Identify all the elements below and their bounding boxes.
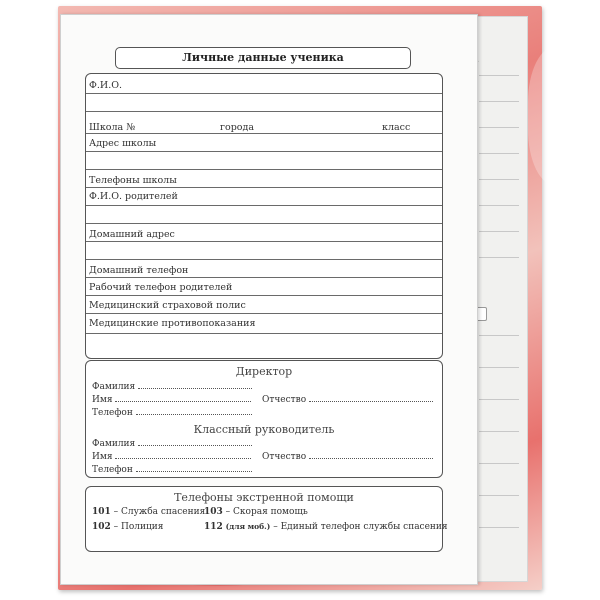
dotted-line (138, 381, 252, 389)
home-address-label: Домашний адрес (89, 229, 175, 240)
teacher-patronymic-label: Отчество (262, 452, 307, 462)
director-heading: Директор (235, 365, 293, 378)
emergency-note: (для моб.) (225, 522, 271, 531)
back-page-line (479, 257, 519, 258)
form-row[interactable] (86, 112, 442, 134)
school-phones-label: Телефоны школы (89, 175, 177, 186)
back-page-line (479, 367, 519, 368)
form-row[interactable] (86, 74, 442, 94)
staff-contacts-box (85, 360, 443, 478)
emergency-service: – Полиция (113, 522, 164, 532)
back-page-line (479, 127, 519, 128)
back-page-line (479, 495, 519, 496)
back-page-line (479, 527, 519, 528)
back-page-line (479, 231, 519, 232)
emergency-item (204, 522, 448, 532)
contraindications-label: Медицинские противопоказания (89, 318, 256, 329)
back-page-line (479, 431, 519, 432)
dotted-line (309, 394, 433, 402)
form-row[interactable] (86, 242, 442, 260)
dotted-line (115, 394, 251, 402)
emergency-item (92, 522, 163, 532)
emergency-service: – Скорая помощь (225, 507, 308, 517)
page-title: Личные данные ученика (115, 47, 411, 69)
teacher-patronymic-row[interactable] (262, 451, 433, 462)
personal-data-form (85, 73, 443, 359)
dotted-line (136, 407, 252, 415)
form-row[interactable] (86, 260, 442, 278)
form-row[interactable] (86, 188, 442, 206)
back-page-line (479, 399, 519, 400)
director-surname-row[interactable] (92, 381, 252, 392)
back-page-line (479, 75, 519, 76)
dotted-line (138, 438, 252, 446)
form-row[interactable] (86, 170, 442, 188)
fio-label: Ф.И.О. (89, 80, 123, 91)
class-teacher-heading: Классный руководитель (193, 423, 335, 436)
director-name-row[interactable] (92, 394, 251, 405)
director-name-label: Имя (92, 395, 113, 405)
director-surname-label: Фамилия (92, 382, 136, 392)
school-number-label: Школа № (89, 122, 136, 133)
form-row[interactable] (86, 296, 442, 314)
form-row[interactable] (86, 152, 442, 170)
teacher-name-row[interactable] (92, 451, 251, 462)
form-row[interactable] (86, 206, 442, 224)
dotted-line (115, 451, 251, 459)
form-row[interactable] (86, 278, 442, 296)
teacher-name-label: Имя (92, 452, 113, 462)
back-page-line (479, 101, 519, 102)
emergency-number: 101 (92, 507, 111, 517)
teacher-phone-row[interactable] (92, 464, 252, 475)
work-phone-label: Рабочий телефон родителей (89, 282, 233, 293)
director-phone-label: Телефон (92, 408, 133, 418)
emergency-item (204, 507, 308, 517)
city-label: города (220, 122, 255, 133)
emergency-service: – Единый телефон службы спасения (273, 522, 448, 532)
director-phone-row[interactable] (92, 407, 252, 418)
teacher-surname-row[interactable] (92, 438, 252, 449)
home-phone-label: Домашний телефон (89, 265, 189, 276)
teacher-surname-label: Фамилия (92, 439, 136, 449)
emergency-heading: Телефоны экстренной помощи (174, 491, 354, 504)
form-row[interactable] (86, 314, 442, 334)
personal-data-page (60, 14, 478, 585)
teacher-phone-label: Телефон (92, 465, 133, 475)
form-row[interactable] (86, 134, 442, 152)
director-patronymic-row[interactable] (262, 394, 433, 405)
emergency-item (92, 507, 205, 517)
cover-pattern (528, 46, 598, 186)
dotted-line (136, 464, 252, 472)
dotted-line (309, 451, 433, 459)
class-label: класс (382, 122, 411, 133)
emergency-service: – Служба спасения (113, 507, 206, 517)
form-row[interactable] (86, 94, 442, 112)
school-address-label: Адрес школы (89, 138, 157, 149)
emergency-phones-box (85, 486, 448, 552)
back-page-line (479, 205, 519, 206)
director-patronymic-label: Отчество (262, 395, 307, 405)
insurance-policy-label: Медицинский страховой полис (89, 300, 246, 311)
emergency-number: 102 (92, 522, 111, 532)
back-page-line (479, 179, 519, 180)
form-row[interactable] (86, 224, 442, 242)
emergency-number: 112 (204, 522, 223, 532)
back-page-line (479, 153, 519, 154)
back-page-line (479, 463, 519, 464)
parents-name-label: Ф.И.О. родителей (89, 191, 178, 202)
emergency-number: 103 (204, 507, 223, 517)
back-page-line (479, 335, 519, 336)
